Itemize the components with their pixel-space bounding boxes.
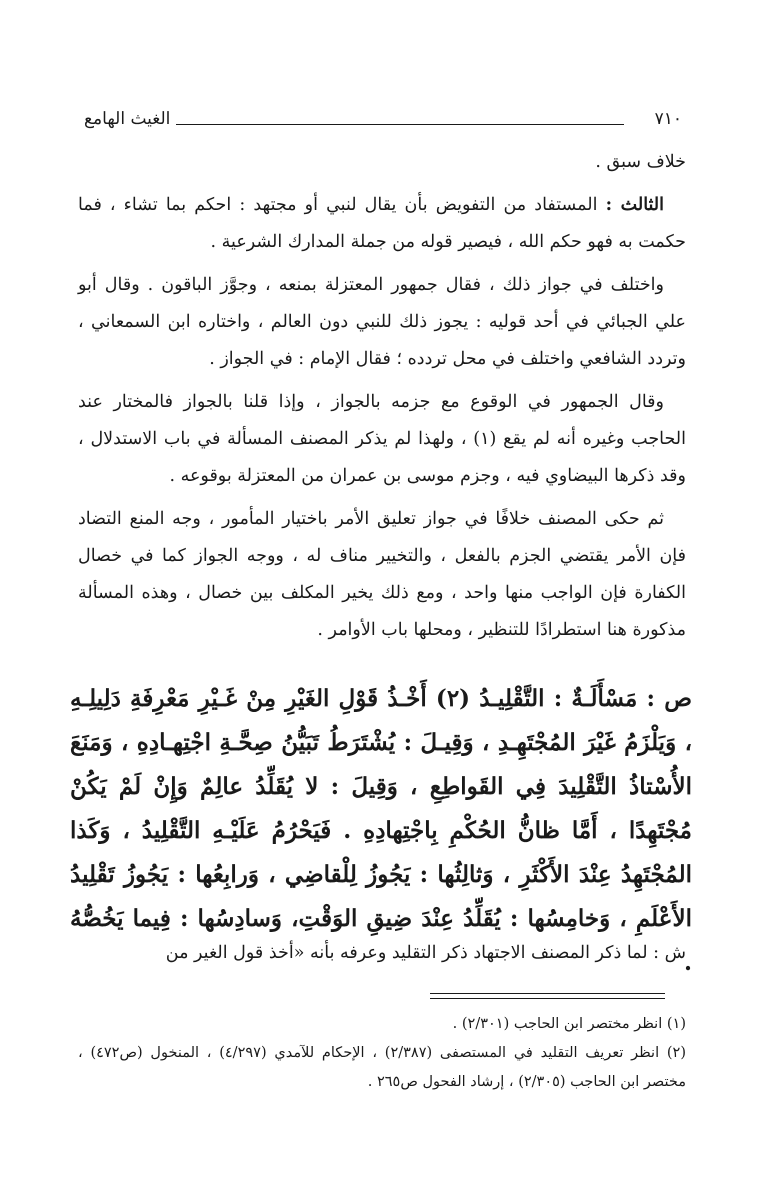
paragraph: وقال الجمهور في الوقوع مع جزمه بالجواز ، وإذا قلنا بالجواز فالمختار عند الحاجب وغيره أنه لم يقع (١) ، ولهذا لم يذكر المصنف المسألة في باب الاستدلال ، وقد ذكرها البيضاوي فيه ، وجزم موسى بن عمران من المعتزلة بوقوعه .: [78, 392, 686, 486]
sharh-text: ش : لما ذكر المصنف الاجتهاد ذكر التقليد وعرفه بأنه «أخذ قول الغير من: [165, 943, 686, 963]
book-title: الغيث الهامع: [84, 109, 171, 129]
paragraph-lead: الثالث :: [605, 195, 664, 215]
commentary-body: [78, 144, 686, 655]
page-number: ٧١٠: [654, 109, 682, 129]
paragraph: [78, 187, 686, 261]
paragraph: ثم حكى المصنف خلافًا في جواز تعليق الأمر باختيار المأمور ، وجه المنع التضاد فإن الأمر يقتضي الجزم بالفعل ، والتخيير مناف له ، ووجه الجواز كما في خصال الكفارة فإن الواجب منها واحد ، ومع ذلك يخير المكلف بين خصال ، وهذه المسألة مذكورة هنا استطرادًا للتنظير ، ومحلها باب الأوامر .: [78, 509, 686, 640]
footnote-1: (١) انظر مختصر ابن الحاجب (٢/٣٠١) .: [452, 1016, 686, 1032]
footnotes: [78, 1010, 686, 1097]
header-rule: [176, 124, 624, 125]
paragraph-text: المستفاد من التفويض بأن يقال لنبي أو مجتهد : احكم بما تشاء ، فما حكمت به فهو حكم الله ، فيصير قوله من جملة المدارك الشرعية .: [78, 195, 686, 252]
matn-text: ص : مَسْأَلَـةٌ : التَّقْلِيـدُ (٢) أَخْـذُ قَوْلِ الغَيْرِ مِنْ غَـيْرِ مَعْرِفَةِ دَلِيلِـهِ ، وَيَلْزَمُ غَيْرَ المُجْتَهِـدِ ، وَقِيـلَ : يُشْتَرَطُ تَبَيُّنُ صِحَّـةِ اجْتِهـادِهِ ، وَمَنَعَ الأُسْتاذُ التَّقْلِيدَ فِي القَواطِعِ ، وَقِيلَ : لا يُقَلِّدُ عالِمٌ وَإِنْ لَمْ يَكُنْ مُجْتَهِدًا ، أَمَّا ظانُّ الحُكْمِ بِاجْتِهادِهِ . فَيَحْرُمُ عَلَيْـهِ التَّقْلِيدُ ، وَكَذا المُجْتَهِدُ عِنْدَ الأَكْثَرِ ، وَثالِثُها : يَجُوزُ لِلْقاضِي ، وَرابِعُها : يَجُوزُ تَقْلِيدُ الأَعْلَمِ ، وَخامِسُها : يُقَلِّدُ عِنْدَ ضِيقِ الوَقْتِ، وَسادِسُها : فِيما يَخُصُّهُ .: [70, 685, 692, 976]
paragraph: خلاف سبق .: [595, 152, 686, 172]
sharh-block: [78, 935, 686, 972]
footnote-2: (٢) انظر تعريف التقليد في المستصفى (٢/٣٨٧) ، الإحكام للآمدي (٤/٢٩٧) ، المنخول (ص٤٧٢) ، مختصر ابن الحاجب (٢/٣٠٥) ، إرشاد الفحول ص٢٦٥ .: [78, 1045, 686, 1090]
footnote-rule: [430, 993, 665, 999]
paragraph: واختلف في جواز ذلك ، فقال جمهور المعتزلة بمنعه ، وجوَّز الباقون . وقال أبو علي الجبائي في أحد قوليه : يجوز ذلك للنبي دون العالم ، واختاره ابن السمعاني ، وتردد الشافعي واختلف في محل تردده ؛ فقال الإمام : في الجواز .: [78, 275, 686, 369]
running-header: [84, 104, 682, 134]
